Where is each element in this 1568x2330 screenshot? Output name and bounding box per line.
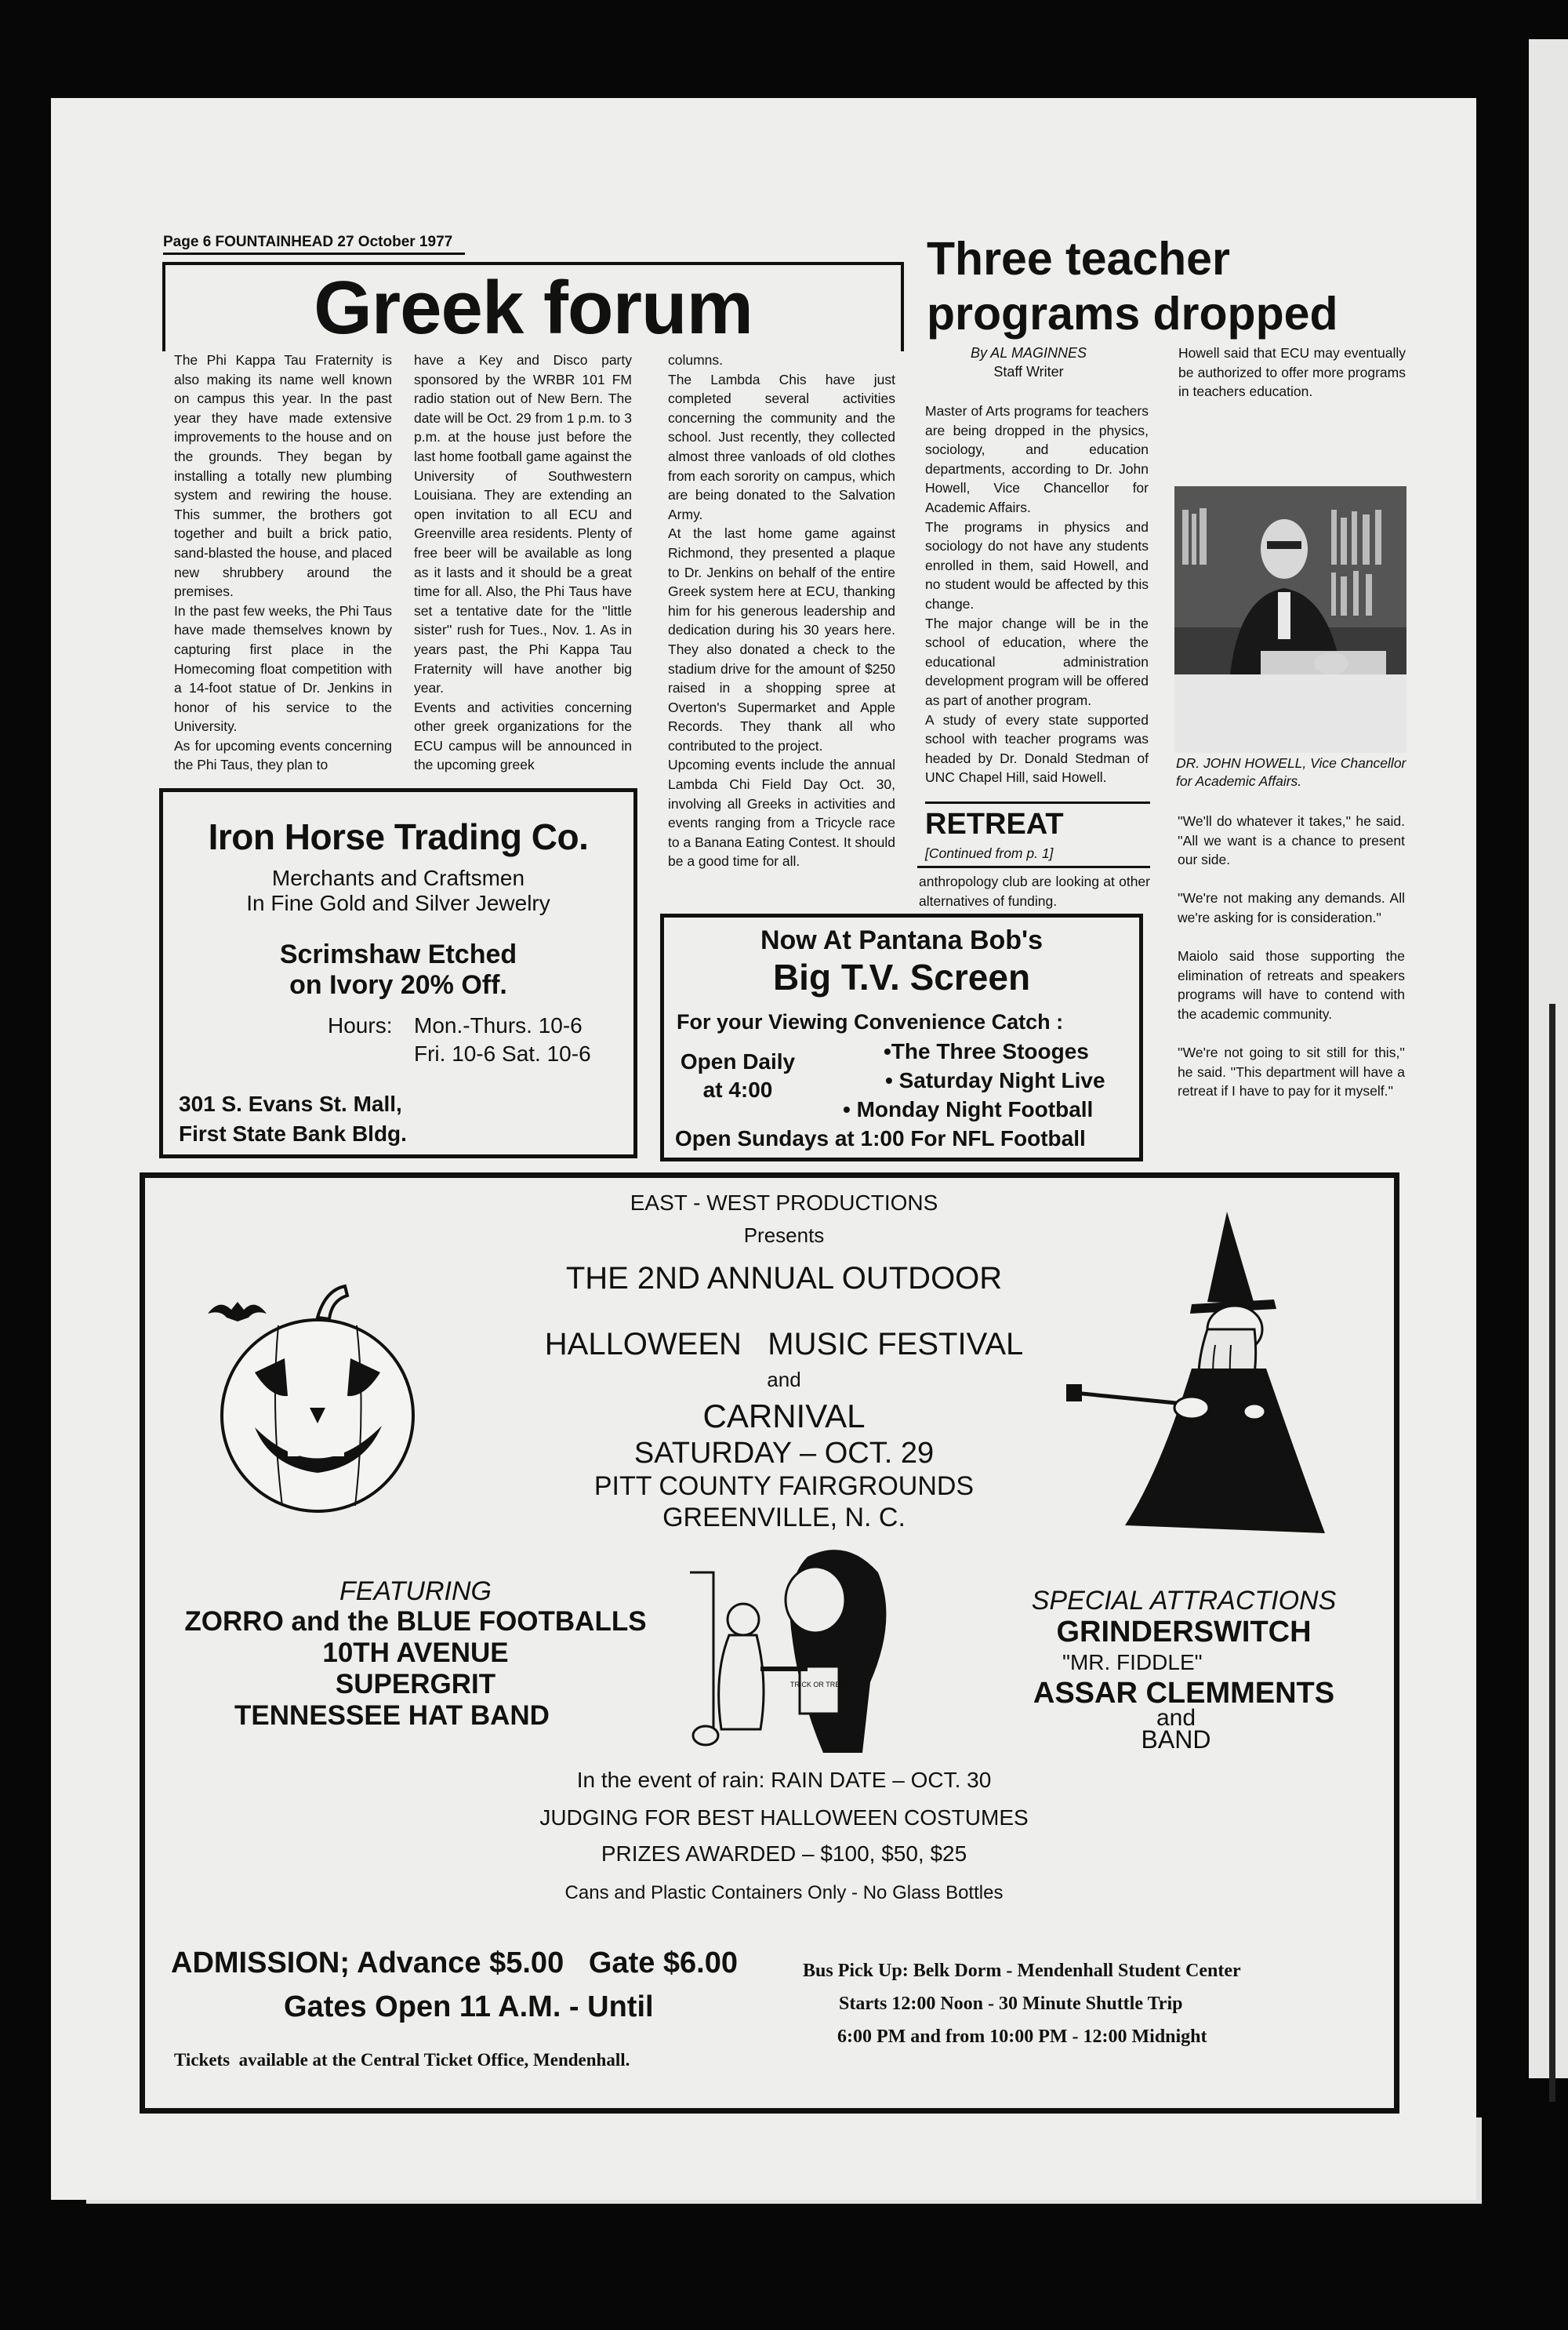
trick-or-treat-illustration [682, 1541, 917, 1761]
howell-photo-illustration [1174, 486, 1406, 753]
pantana-sunday: Open Sundays at 1:00 For NFL Football [675, 1126, 1086, 1150]
greek-forum-title: Greek forum [314, 266, 753, 350]
pantana-open-daily: Open Daily [680, 1049, 796, 1074]
pantana-item-2: • Saturday Night Live [885, 1068, 1105, 1092]
festival-venue: PITT COUNTY FAIRGROUNDS [593, 1471, 975, 1501]
featuring-act-2: 10TH AVENUE [322, 1638, 509, 1668]
iron-horse-tagline-2: In Fine Gold and Silver Jewelry [246, 891, 550, 915]
festival-producer: EAST - WEST PRODUCTIONS [630, 1190, 938, 1215]
adjacent-page-edge [1529, 39, 1568, 2078]
retreat-top-rule [925, 802, 1150, 804]
iron-horse-promo-2: on Ivory 20% Off. [289, 970, 507, 1000]
retreat-bottom-rule [917, 866, 1150, 868]
howell-photo-caption: DR. JOHN HOWELL, Vice Chancellor for Academic Affairs. [1176, 755, 1406, 789]
retreat-continued: [Continued from p. 1] [925, 845, 1054, 861]
featuring-label: FEATURING [339, 1576, 492, 1606]
festival-presents: Presents [743, 1223, 825, 1247]
retreat-text-1: anthropology club are looking at other alternatives of funding. [919, 874, 1150, 909]
festival-rain-date: In the event of rain: RAIN DATE – OCT. 30 [576, 1768, 992, 1792]
iron-horse-address-2: First State Bank Bldg. [179, 1121, 407, 1146]
special-act-2: "MR. FIDDLE" [1062, 1650, 1203, 1674]
special-attractions-label: SPECIAL ATTRACTIONS [1031, 1586, 1337, 1616]
iron-horse-promo-1: Scrimshaw Etched [279, 940, 517, 969]
pantana-open-time: at 4:00 [702, 1078, 773, 1102]
festival-containers: Cans and Plastic Containers Only - No Glass Bottles [564, 1882, 1004, 1903]
pantana-line-3: For your Viewing Convenience Catch : [677, 1010, 1064, 1034]
festival-bus-3: 6:00 PM and from 10:00 PM - 12:00 Midnight [837, 2026, 1207, 2047]
festival-title-3: CARNIVAL [702, 1398, 866, 1434]
festival-judging: JUDGING FOR BEST HALLOWEEN COSTUMES [539, 1805, 1029, 1830]
teacher-column-1: Master of Arts programs for teachers are being dropped in the physics, sociology, and education departments, according to Dr. John Howell, Vice Chancellor for Academic Affairs. The programs in physics and sociology do not have any students enrolled in them, said Howell, and no student would be affected by this change. The major change will be in the school of education, where the educational administration development program will be offered as part of another program. A study of every state supported school with teacher programs was headed by Dr. Donald Stedman of UNC Chapel Hill, said Howell. [925, 403, 1149, 786]
festival-gates: Gates Open 11 A.M. - Until [284, 1990, 654, 2023]
festival-and: and [767, 1368, 801, 1391]
teacher-column-2: Howell said that ECU may eventually be authorized to offer more programs in teachers education. [1178, 345, 1406, 400]
greek-column-3: columns. The Lambda Chis have just completed several activities concerning the community and the school. Just recently, they collected almost three vanloads of old clothes from each sorority on campus, which are being donated to the Salvation Army. At the last home game against Richmond, they presented a plaque to Dr. Jenkins on behalf of the entire Greek system here at ECU, thanking him for his generous leadership and dedication during his 30 years here. They also donated a check to the stadium drive for the amount of $250 raised in a shopping spree at Overton's Supermarket and Apple Records. They thank all who contributed to the project. Upcoming events include the annual Lambda Chi Field Day Oct. 30, involving all Greeks in activities and events ranging from a Tricycle race to a Banana Eating Contest. It should be a good time for all. [668, 352, 895, 870]
greek-column-2: have a Key and Disco party sponsored by the WRBR 101 FM radio station out of New Bern. The date will be Oct. 29 from 1 p.m. to 3 p.m. at the house just before the last home football game against the University of Southwestern Louisiana. They are extending an open invitation to all ECU and Greenville area residents. Plenty of free beer will be available as long as it lasts and it should be a great time for all. Also, the Phi Taus have set a tentative date for the ''little sister'' rush for Tues., Nov. 1. As in years past, the Phi Kappa Tau Fraternity will have another big year. Events and activities concerning other greek organizations for the ECU campus will be announced in the upcoming greek [414, 352, 632, 773]
iron-horse-name: Iron Horse Trading Co. [208, 816, 589, 857]
pantana-item-1: •The Three Stooges [884, 1039, 1089, 1063]
special-act-band: BAND [1141, 1725, 1211, 1754]
retreat-text-2: ''We'll do whatever it takes,'' he said. ''All we want is a chance to present our side. ''We're not making any demands. All we're asking for is consideration.'' Maiolo said those supporting the elimination of retreats and speakers programs will have to contend with the academic community. ''We're not going to sit still for this,'' he said. ''This department will have a retreat if I have to pay for it myself.'' [1178, 813, 1405, 1100]
bat-icon [208, 1302, 267, 1321]
teacher-staff-writer: Staff Writer [993, 364, 1064, 380]
special-act-1: GRINDERSWITCH [1056, 1616, 1312, 1648]
iron-horse-address-1: 301 S. Evans St. Mall, [179, 1092, 402, 1116]
festival-title-1: THE 2ND ANNUAL OUTDOOR [565, 1261, 1003, 1296]
teacher-headline: Three teacher programs dropped [927, 233, 1338, 340]
page-folio: Page 6 FOUNTAINHEAD 27 October 1977 [163, 234, 453, 250]
folio-rule [163, 253, 465, 255]
iron-horse-tagline-1: Merchants and Craftsmen [271, 866, 525, 890]
festival-bus-2: Starts 12:00 Noon - 30 Minute Shuttle Trip [839, 1994, 1183, 2014]
iron-horse-ad [159, 788, 637, 1158]
jack-o-lantern-illustration [200, 1270, 427, 1521]
greek-column-1: The Phi Kappa Tau Fraternity is also making its name well known on campus this year. In the past year they have made extensive improvements to the house and on the grounds. They began by installing a totally new plumbing system and rewiring the house. This summer, the brothers got together and built a brick patio, sand-blasted the house, and placed new shrubbery around the premises. In the past few weeks, the Phi Taus have made themselves known by capturing first place in the Homecoming float competition with a 14-foot statue of Dr. Jenkins in honor of his service to the University. As for upcoming events concerning the Phi Taus, they plan to [174, 352, 392, 773]
pantana-item-3: • Monday Night Football [843, 1097, 1094, 1121]
pantana-bobs-ad [660, 914, 1143, 1161]
special-act-and: and [1156, 1705, 1196, 1731]
teacher-byline: By AL MAGINNES [970, 345, 1087, 361]
special-act-3: ASSAR CLEMMENTS [1033, 1677, 1335, 1710]
iron-horse-hours-1: Mon.-Thurs. 10-6 [414, 1013, 583, 1038]
retreat-headline: RETREAT [925, 808, 1064, 841]
pantana-line-1: Now At Pantana Bob's [760, 925, 1044, 955]
wizard-guitarist-illustration [1066, 1212, 1341, 1541]
festival-city: GREENVILLE, N. C. [662, 1503, 906, 1532]
festival-bus-1: Bus Pick Up: Belk Dorm - Mendenhall Student Center [803, 1961, 1241, 1981]
featuring-act-1: ZORRO and the BLUE FOOTBALLS [184, 1606, 647, 1637]
bag-text: TRICK OR TREAT [789, 1681, 849, 1688]
featuring-act-4: TENNESSEE HAT BAND [234, 1700, 550, 1731]
festival-admission: ADMISSION; Advance $5.00 Gate $6.00 [171, 1947, 739, 1979]
pantana-line-2: Big T.V. Screen [772, 957, 1031, 998]
adjacent-page-rule [1549, 1004, 1555, 2102]
festival-tickets: Tickets available at the Central Ticket Office, Mendenhall. [174, 2050, 630, 2070]
iron-horse-hours-2: Fri. 10-6 Sat. 10-6 [414, 1041, 591, 1066]
festival-prizes: PRIZES AWARDED – $100, $50, $25 [601, 1841, 967, 1866]
greek-forum-title-box [162, 262, 904, 351]
festival-title-2: HALLOWEEN MUSIC FESTIVAL [544, 1327, 1024, 1361]
howell-photo [1174, 486, 1406, 753]
festival-date: SATURDAY – OCT. 29 [633, 1437, 935, 1470]
iron-horse-hours-label: Hours: [328, 1013, 393, 1038]
featuring-act-3: SUPERGRIT [335, 1669, 496, 1699]
